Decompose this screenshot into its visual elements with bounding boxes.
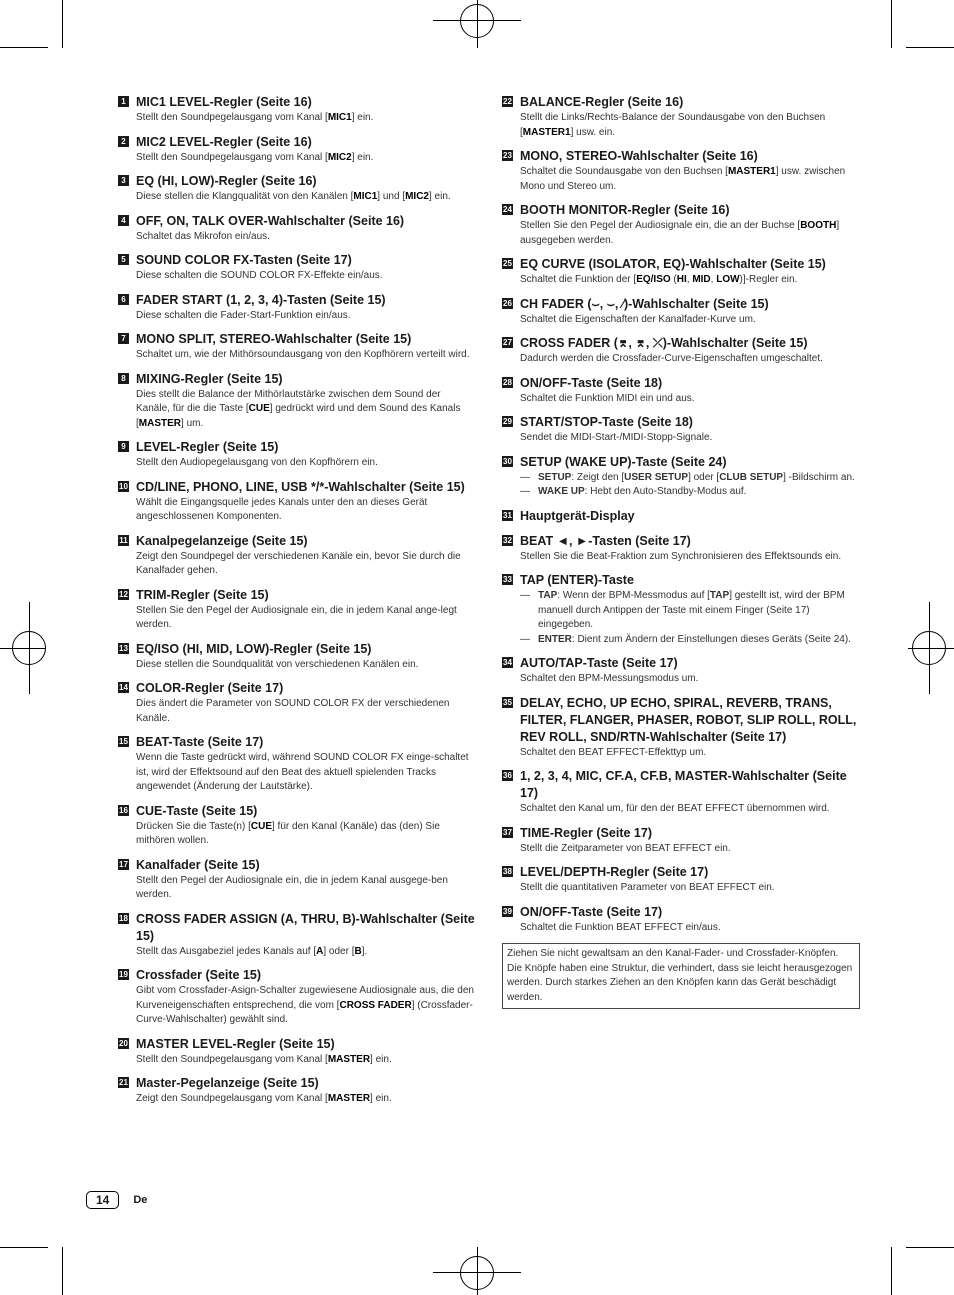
item-number-badge: 30 xyxy=(503,456,512,466)
item-heading xyxy=(118,967,476,984)
item-number-badge: 37 xyxy=(503,827,512,837)
item-32 xyxy=(502,533,860,565)
item-description: Stellt die Links/Rechts-Balance der Soundausgabe von den Buchsen [MASTER1] usw. ein. xyxy=(520,112,826,138)
item-title: TRIM-Regler (Seite 15) xyxy=(136,587,269,602)
item-title: START/STOP-Taste (Seite 18) xyxy=(520,415,693,429)
item-description: Schaltet den BEAT EFFECT-Effekttyp um. xyxy=(520,746,707,758)
item-number-badge: 13 xyxy=(119,643,128,653)
item-heading xyxy=(502,454,860,471)
item-description: Zeigt den Soundpegelausgang vom Kanal [MASTER] ein. xyxy=(136,1093,392,1104)
item-heading xyxy=(502,296,860,313)
crop-mark xyxy=(62,1247,63,1295)
item-heading xyxy=(502,904,860,921)
item-heading xyxy=(118,1036,476,1053)
item-bullet xyxy=(502,485,860,500)
item-17 xyxy=(118,857,476,903)
item-title: OFF, ON, TALK OVER-Wahlschalter (Seite 16) xyxy=(136,213,405,228)
item-heading xyxy=(118,803,476,820)
item-description: Diese stellen die Soundqualität von verschiedenen Kanälen ein. xyxy=(136,658,419,670)
item-description: Sendet die MIDI-Start-/MIDI-Stopp-Signale. xyxy=(520,432,713,443)
item-18 xyxy=(118,911,476,960)
bullet-dash: — xyxy=(520,633,530,645)
item-title: MONO SPLIT, STEREO-Wahlschalter (Seite 15) xyxy=(136,332,412,346)
item-number-badge: 24 xyxy=(503,205,512,214)
item-title: CROSS FADER ASSIGN (A, THRU, B)-Wahlschalter (Seite 15) xyxy=(136,911,475,943)
item-number-badge: 38 xyxy=(503,867,512,876)
item-heading xyxy=(118,252,476,269)
item-title: LEVEL/DEPTH-Regler (Seite 17) xyxy=(520,865,709,879)
item-title: BOOTH MONITOR-Regler (Seite 16) xyxy=(520,203,730,217)
item-28 xyxy=(502,375,860,407)
item-bullet xyxy=(502,633,860,648)
item-description: Stellt die quantitativen Parameter von BEAT EFFECT ein. xyxy=(520,882,775,893)
item-number-badge: 21 xyxy=(119,1078,128,1087)
item-heading xyxy=(502,148,860,165)
item-description: Schaltet die Funktion BEAT EFFECT ein/aus. xyxy=(520,921,721,933)
item-heading xyxy=(502,864,860,881)
item-description: Drücken Sie die Taste(n) [CUE] für den Kanal (Kanäle) das (den) Sie mithören wollen. xyxy=(136,820,440,846)
item-number-badge: 7 xyxy=(118,333,129,344)
warning-note-box: Ziehen Sie nicht gewaltsam an den Kanal-Fader- und Crossfader-Knöpfen. Die Knöpfe haben eine Struktur, die verhindert, dass sie leicht herausgezogen werden. Durch starkes Ziehen an den Knöpfen kann das Gerät beschädigt werden. xyxy=(502,943,860,1009)
item-number-badge: 1 xyxy=(118,96,129,107)
item-heading xyxy=(502,768,860,802)
item-number-badge: 3 xyxy=(118,175,129,186)
item-title: COLOR-Regler (Seite 17) xyxy=(136,681,284,695)
item-description: Stellt den Pegel der Audiosignale ein, die in jedem Kanal ausgege-ben werden. xyxy=(136,874,448,900)
item-description: Dies ändert die Parameter von SOUND COLOR FX der verschiedenen Kanäle. xyxy=(136,698,450,724)
item-title: BEAT-Taste (Seite 17) xyxy=(136,735,264,749)
item-title: MIC1 LEVEL-Regler (Seite 16) xyxy=(136,95,312,109)
item-16 xyxy=(118,803,476,849)
page-number: 14 xyxy=(86,1191,119,1209)
item-description: Stellt den Soundpegelausgang vom Kanal [MASTER] ein. xyxy=(136,1053,392,1065)
item-title: MONO, STEREO-Wahlschalter (Seite 16) xyxy=(520,149,758,163)
crop-mark xyxy=(891,0,892,48)
item-21 xyxy=(118,1075,476,1107)
item-15 xyxy=(118,734,476,795)
item-heading xyxy=(502,256,860,273)
item-description: Zeigt den Soundpegel der verschiedenen Kanäle ein, bevor Sie durch die Kanalfader gehen. xyxy=(136,550,461,576)
item-title: DELAY, ECHO, UP ECHO, SPIRAL, REVERB, TRANS, FILTER, FLANGER, PHASER, ROBOT, SLIP ROLL, ROLL, REV ROLL, SND/RTN-Wahlschalter (Seite 17) xyxy=(520,695,857,744)
item-description: Stellt den Soundpegelausgang vom Kanal [MIC1] ein. xyxy=(136,112,374,123)
item-heading xyxy=(118,94,476,111)
item-22 xyxy=(502,94,860,140)
item-1 xyxy=(118,94,476,126)
item-description: Stellen Sie den Pegel der Audiosignale ein, die an der Buchse [BOOTH] ausgegeben werden. xyxy=(520,220,840,246)
item-title: CUE-Taste (Seite 15) xyxy=(136,803,258,818)
item-title: Kanalfader (Seite 15) xyxy=(136,857,260,872)
item-number-badge: 22 xyxy=(503,97,512,106)
item-description: Dies stellt die Balance der Mithörlautstärke zwischen dem Sound der Kanäle, für die die Taste [CUE] gedrückt wird und dem Sound des Kanals [MASTER] um. xyxy=(136,388,461,429)
item-39 xyxy=(502,904,860,936)
item-8 xyxy=(118,371,476,432)
item-heading xyxy=(118,680,476,697)
item-number-badge: 34 xyxy=(503,658,512,667)
item-34 xyxy=(502,655,860,687)
item-13 xyxy=(118,641,476,673)
item-description: Stellt den Audiopegelausgang von den Kopfhörern ein. xyxy=(136,457,378,468)
item-number-badge: 19 xyxy=(119,970,128,979)
item-25 xyxy=(502,256,860,288)
item-10 xyxy=(118,479,476,525)
item-number-badge: 35 xyxy=(503,697,512,707)
item-12 xyxy=(118,587,476,633)
item-title: 1, 2, 3, 4, MIC, CF.A, CF.B, MASTER-Wahlschalter (Seite 17) xyxy=(520,769,847,800)
item-heading xyxy=(118,734,476,751)
item-number-badge: 9 xyxy=(118,441,129,452)
item-heading xyxy=(118,641,476,658)
page-footer xyxy=(86,1191,147,1209)
item-26 xyxy=(502,296,860,328)
item-title: TIME-Regler (Seite 17) xyxy=(520,825,652,840)
item-description: Stellt den Soundpegelausgang vom Kanal [MIC2] ein. xyxy=(136,151,374,163)
item-number-badge: 36 xyxy=(503,771,512,780)
item-number-badge: 39 xyxy=(503,906,512,916)
item-heading xyxy=(118,134,476,151)
item-description: Schaltet um, wie der Mithörsoundausgang von den Kopfhörern verteilt wird. xyxy=(136,349,470,360)
item-heading xyxy=(502,533,860,550)
item-heading xyxy=(118,213,476,230)
item-9 xyxy=(118,439,476,471)
item-number-badge: 14 xyxy=(119,683,128,692)
item-description: Schaltet die Soundausgabe von den Buchsen [MASTER1] usw. zwischen Mono und Stereo um. xyxy=(520,166,846,192)
item-bullet xyxy=(502,471,860,486)
item-title: Hauptgerät-Display xyxy=(520,508,635,523)
item-title: MASTER LEVEL-Regler (Seite 15) xyxy=(136,1036,335,1051)
item-heading xyxy=(118,479,476,496)
item-title: Master-Pegelanzeige (Seite 15) xyxy=(136,1076,319,1090)
item-number-badge: 15 xyxy=(119,737,128,746)
bullet-text: SETUP: Zeigt den [USER SETUP] oder [CLUB SETUP] -Bildschirm an. xyxy=(538,471,855,483)
item-description: Schaltet die Eigenschaften der Kanalfader-Kurve um. xyxy=(520,313,756,325)
item-23 xyxy=(502,148,860,194)
item-31 xyxy=(502,508,860,525)
item-heading xyxy=(502,572,860,589)
crop-mark xyxy=(62,0,63,48)
item-number-badge: 12 xyxy=(119,589,128,599)
item-heading xyxy=(502,825,860,842)
item-heading xyxy=(118,857,476,874)
item-29 xyxy=(502,414,860,446)
item-heading xyxy=(118,533,476,550)
item-4 xyxy=(118,213,476,245)
item-number-badge: 28 xyxy=(503,377,512,387)
item-title: ON/OFF-Taste (Seite 18) xyxy=(520,375,663,390)
item-number-badge: 5 xyxy=(118,254,129,265)
item-description: Diese schalten die SOUND COLOR FX-Effekte ein/aus. xyxy=(136,270,383,281)
item-title: CD/LINE, PHONO, LINE, USB */*-Wahlschalter (Seite 15) xyxy=(136,479,465,494)
item-title: MIXING-Regler (Seite 15) xyxy=(136,371,283,386)
bullet-dash: — xyxy=(520,486,530,497)
item-24 xyxy=(502,202,860,248)
item-title: BEAT ◄, ►-Tasten (Seite 17) xyxy=(520,533,691,548)
item-6 xyxy=(118,292,476,324)
item-title: BALANCE-Regler (Seite 16) xyxy=(520,95,684,109)
item-heading xyxy=(502,94,860,111)
crop-mark xyxy=(0,47,48,48)
item-title: SETUP (WAKE UP)-Taste (Seite 24) xyxy=(520,454,727,469)
item-number-badge: 31 xyxy=(503,510,512,520)
item-3 xyxy=(118,173,476,205)
item-description: Stellt das Ausgabeziel jedes Kanals auf [A] oder [B]. xyxy=(136,945,368,957)
bullet-dash: — xyxy=(520,590,530,601)
item-number-badge: 33 xyxy=(503,575,512,584)
item-title: AUTO/TAP-Taste (Seite 17) xyxy=(520,656,678,670)
bullet-text: WAKE UP: Hebt den Auto-Standby-Modus auf. xyxy=(538,486,747,497)
item-heading xyxy=(118,587,476,604)
crop-mark xyxy=(906,47,954,48)
crop-mark xyxy=(891,1247,892,1295)
item-heading xyxy=(118,173,476,190)
crop-mark xyxy=(906,1247,954,1248)
item-number-badge: 8 xyxy=(118,373,129,384)
item-2 xyxy=(118,134,476,166)
left-column xyxy=(118,94,476,1115)
bullet-text: ENTER: Dient zum Ändern der Einstellungen dieses Geräts (Seite 24). xyxy=(538,633,851,645)
item-description: Schaltet die Funktion MIDI ein und aus. xyxy=(520,392,695,404)
item-title: ON/OFF-Taste (Seite 17) xyxy=(520,904,663,919)
item-description: Gibt vom Crossfader-Asign-Schalter zugewiesene Audiosignale aus, die den Kurveneigenschaften entsprechend, die vom [CROSS FADER] (Crossfader-Curve-Wahlschalter) gewählt sind. xyxy=(136,985,474,1025)
item-heading xyxy=(118,331,476,348)
item-heading xyxy=(118,911,476,945)
registration-mark xyxy=(12,631,46,665)
item-title: Kanalpegelanzeige (Seite 15) xyxy=(136,533,308,548)
item-description: Stellt die Zeitparameter von BEAT EFFECT ein. xyxy=(520,842,731,854)
item-14 xyxy=(118,680,476,726)
item-title: EQ CURVE (ISOLATOR, EQ)-Wahlschalter (Seite 15) xyxy=(520,257,826,271)
item-number-badge: 26 xyxy=(503,298,512,308)
bullet-dash: — xyxy=(520,471,530,483)
item-number-badge: 25 xyxy=(503,259,512,268)
item-number-badge: 23 xyxy=(503,151,512,160)
registration-mark xyxy=(460,1256,494,1290)
item-description: Schaltet das Mikrofon ein/aus. xyxy=(136,230,270,242)
item-35 xyxy=(502,695,860,761)
item-title: EQ (HI, LOW)-Regler (Seite 16) xyxy=(136,174,317,188)
item-number-badge: 18 xyxy=(119,913,128,923)
item-title: LEVEL-Regler (Seite 15) xyxy=(136,440,279,454)
language-code: De xyxy=(133,1194,148,1206)
item-number-badge: 20 xyxy=(119,1038,128,1048)
item-5 xyxy=(118,252,476,284)
item-number-badge: 17 xyxy=(119,859,128,869)
item-title: TAP (ENTER)-Taste xyxy=(520,573,634,587)
item-heading xyxy=(502,375,860,392)
item-title: Crossfader (Seite 15) xyxy=(136,968,262,982)
item-number-badge: 11 xyxy=(119,535,128,545)
item-description: Diese stellen die Klangqualität von den Kanälen [MIC1] und [MIC2] ein. xyxy=(136,191,451,202)
item-title: SOUND COLOR FX-Tasten (Seite 17) xyxy=(136,253,352,267)
item-33 xyxy=(502,572,860,647)
item-description: Schaltet den Kanal um, für den der BEAT EFFECT übernommen wird. xyxy=(520,803,830,814)
item-bullet xyxy=(502,589,860,633)
item-number-badge: 32 xyxy=(503,535,512,545)
item-38 xyxy=(502,864,860,896)
item-heading xyxy=(502,695,860,746)
item-heading xyxy=(118,292,476,309)
item-description: Dadurch werden die Crossfader-Curve-Eigenschaften umgeschaltet. xyxy=(520,353,823,364)
item-heading xyxy=(502,335,860,352)
item-number-badge: 6 xyxy=(118,294,129,305)
item-30 xyxy=(502,454,860,500)
item-number-badge: 27 xyxy=(503,338,512,347)
item-heading xyxy=(502,508,860,525)
item-11 xyxy=(118,533,476,579)
item-number-badge: 16 xyxy=(119,805,128,815)
item-number-badge: 29 xyxy=(503,417,512,426)
item-title: CROSS FADER (⌆, ⌆, ⤫)-Wahlschalter (Seite 15) xyxy=(520,336,808,350)
item-title: CH FADER (⌣, ⌣, ⁄)-Wahlschalter (Seite 15) xyxy=(520,296,769,311)
item-number-badge: 2 xyxy=(118,136,129,147)
item-description: Stellen Sie die Beat-Fraktion zum Synchronisieren des Effektsounds ein. xyxy=(520,550,842,562)
item-36 xyxy=(502,768,860,817)
registration-mark xyxy=(460,4,494,38)
item-number-badge: 4 xyxy=(118,215,129,226)
item-heading xyxy=(502,202,860,219)
item-heading xyxy=(118,371,476,388)
item-description: Wenn die Taste gedrückt wird, während SOUND COLOR FX einge-schaltet ist, wird der Effektsound auf den Beat des aktuell spielenden Tracks angewendet (Änderung der Lautstärke). xyxy=(136,752,469,792)
item-number-badge: 10 xyxy=(119,481,128,491)
item-heading xyxy=(502,655,860,672)
item-title: MIC2 LEVEL-Regler (Seite 16) xyxy=(136,134,312,149)
right-column xyxy=(502,94,860,1009)
item-7 xyxy=(118,331,476,363)
item-19 xyxy=(118,967,476,1028)
item-27 xyxy=(502,335,860,367)
item-description: Schaltet den BPM-Messungsmodus um. xyxy=(520,673,699,684)
item-20 xyxy=(118,1036,476,1068)
item-heading xyxy=(118,439,476,456)
item-description: Wählt die Eingangsquelle jedes Kanals unter den an dieses Gerät angeschlossenen Komponenten. xyxy=(136,496,428,522)
item-description: Schaltet die Funktion der [EQ/ISO (HI, MID, LOW)]-Regler ein. xyxy=(520,274,798,285)
registration-mark xyxy=(912,631,946,665)
item-title: EQ/ISO (HI, MID, LOW)-Regler (Seite 15) xyxy=(136,641,372,656)
bullet-text: TAP: Wenn der BPM-Messmodus auf [TAP] gestellt ist, wird der BPM manuell durch Antippen der Taste mit einem Finger (Seite 17) eingegeben. xyxy=(538,590,845,630)
item-heading xyxy=(118,1075,476,1092)
item-description: Stellen Sie den Pegel der Audiosignale ein, die in jedem Kanal ange-legt werden. xyxy=(136,604,457,630)
item-37 xyxy=(502,825,860,857)
crop-mark xyxy=(0,1247,48,1248)
item-description: Diese schalten die Fader-Start-Funktion ein/aus. xyxy=(136,309,351,321)
item-title: FADER START (1, 2, 3, 4)-Tasten (Seite 15) xyxy=(136,292,386,307)
item-heading xyxy=(502,414,860,431)
